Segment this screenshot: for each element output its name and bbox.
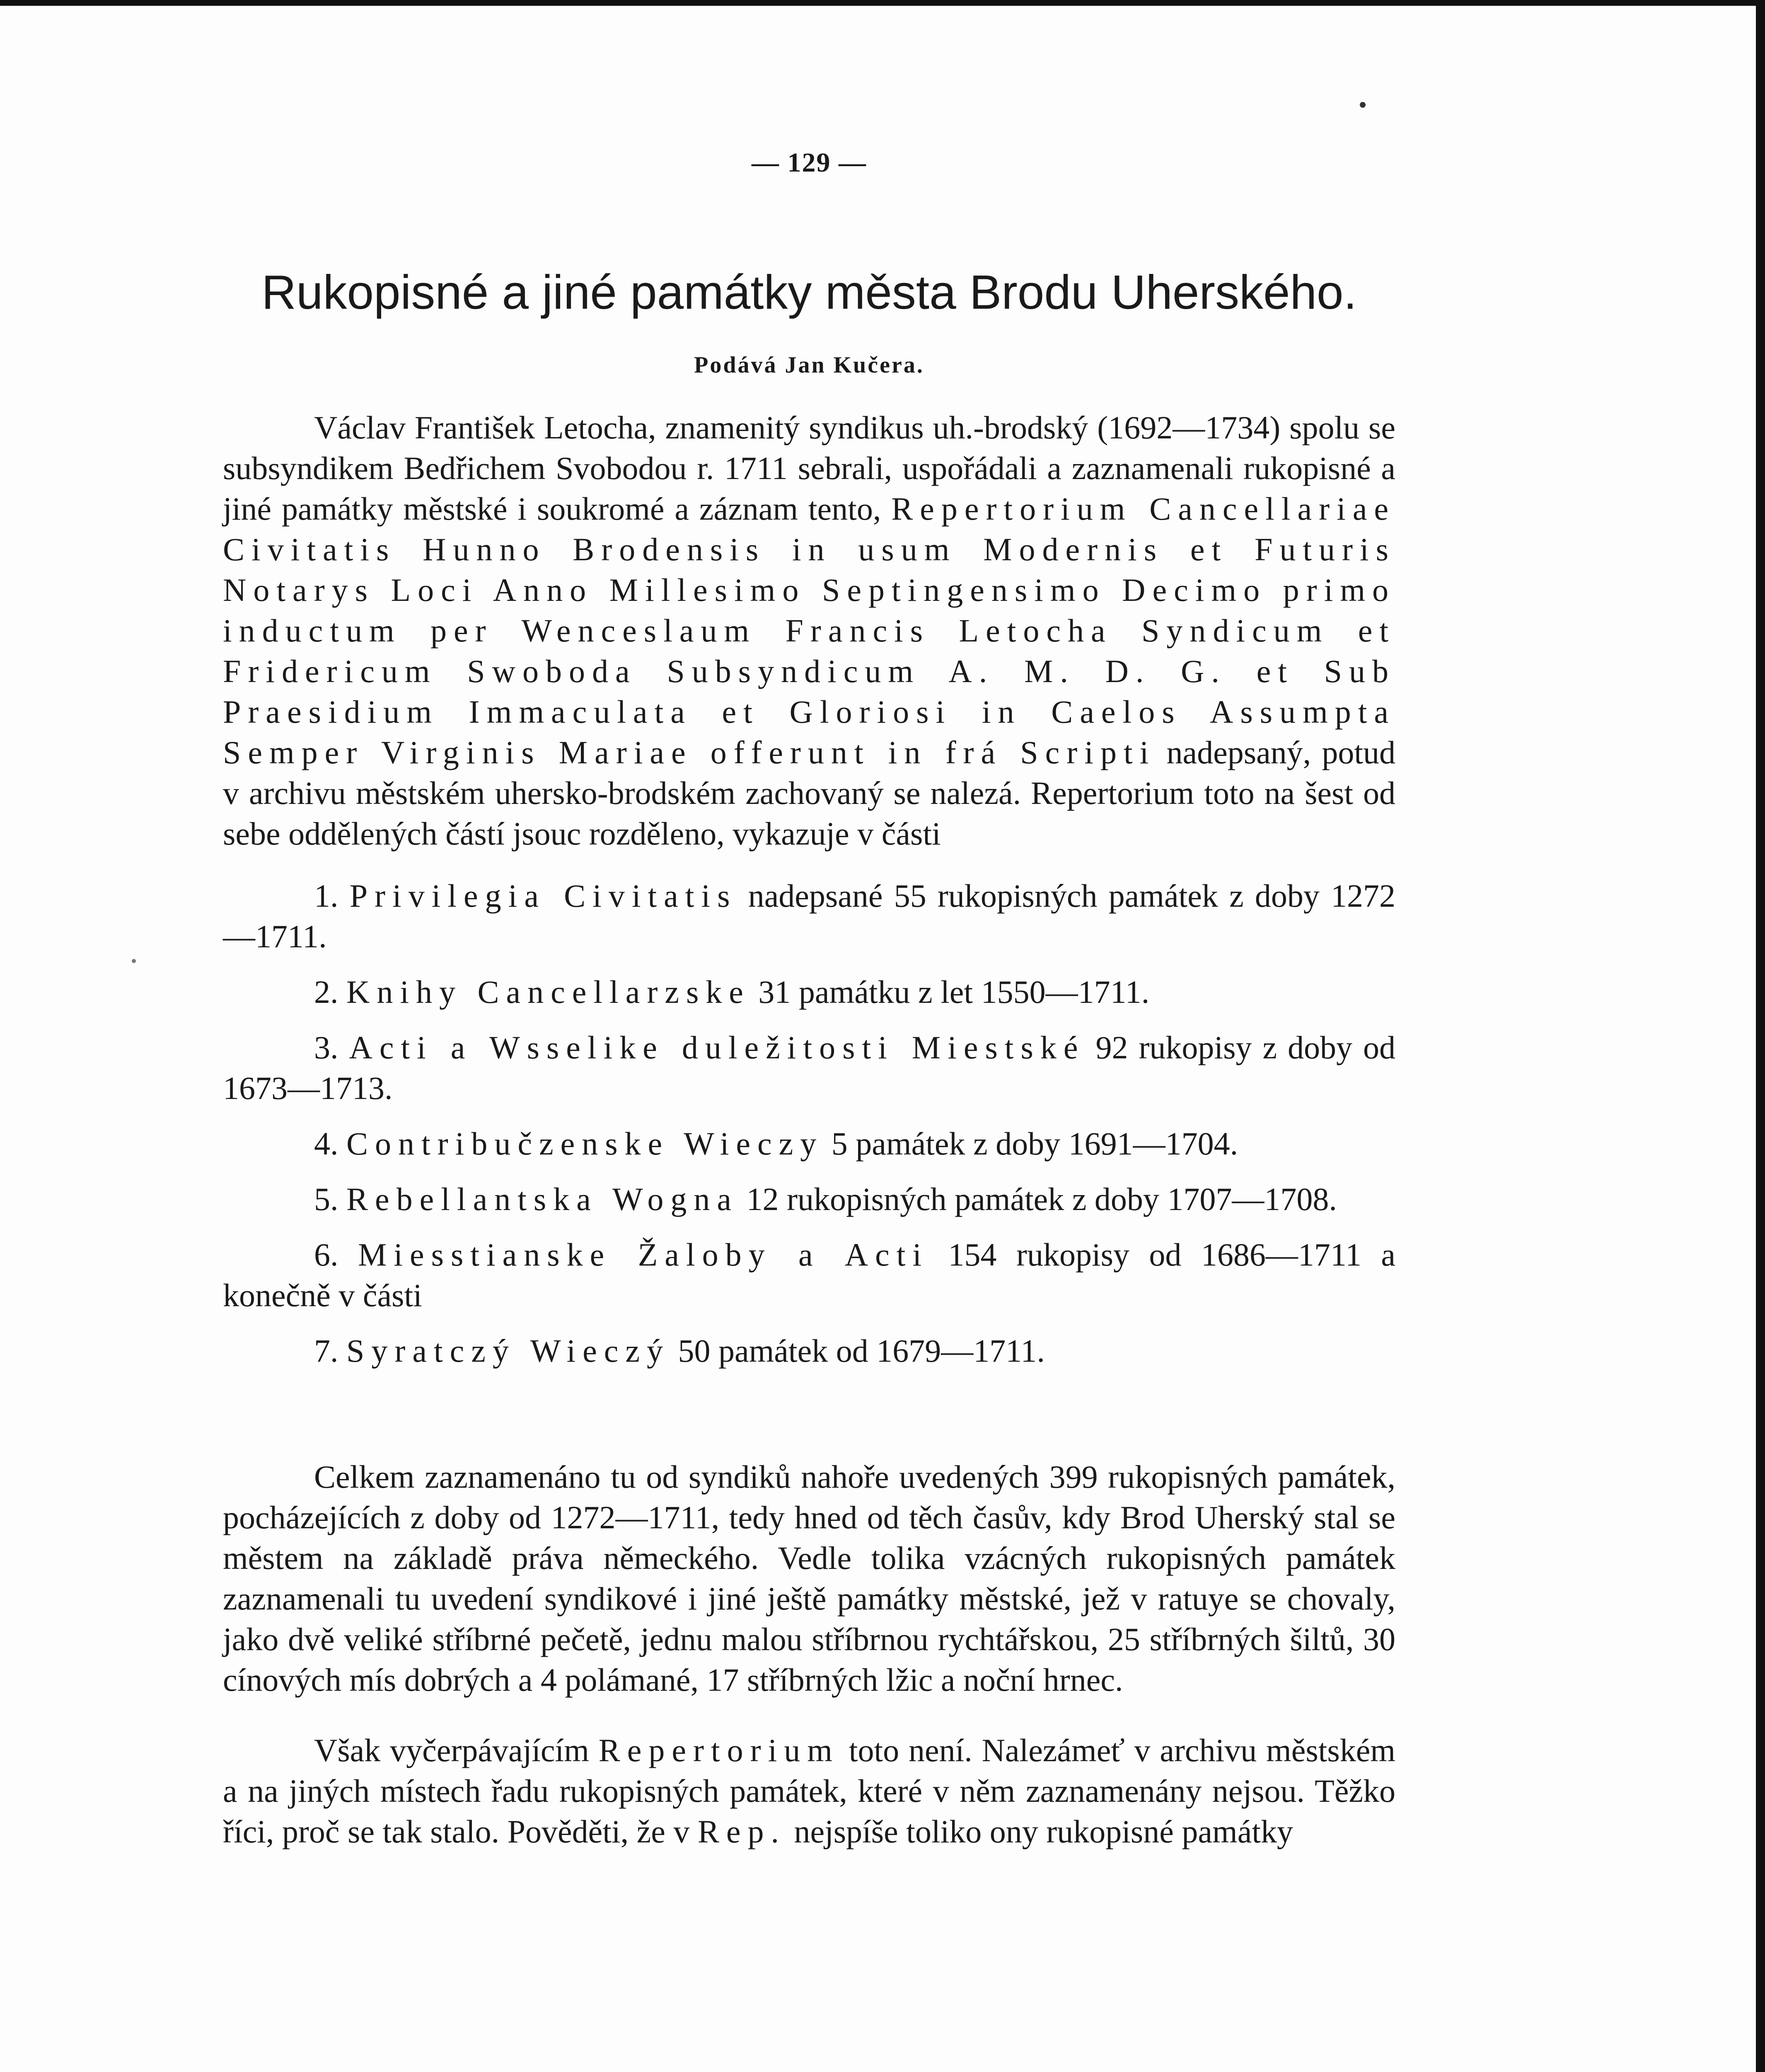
item-title: Miesstianske Žaloby a Acti <box>358 1237 929 1273</box>
closing-paragraph <box>223 1730 1395 1852</box>
item-text: 92 rukopisy z doby od 1673—1713. <box>223 1029 1396 1106</box>
item-title: Contribučzenske Wieczy <box>346 1126 824 1162</box>
list-item <box>223 1331 1395 1371</box>
summary-paragraph: Celkem zaznamenáno tu od syndiků nahoře uvedených 399 rukopisných památek, pocházejících z doby od 1272—1711, tedy hned od těch časův, kdy Brod Uherský stal se městem na základě práva německého. Vedle tolika vzácných rukopisných památek zaznamenali tu uvedení syndikové i jiné ještě památky městské, jež v ratuye se chovaly, jako dvě veliké stříbrné pečetě, jednu malou stříbrnou rychtářskou, 25 stříbrných šiltů, 30 cínových mís dobrých a 4 polámané, 17 stříbrných lžic a noční hrnec. <box>223 1459 1395 1698</box>
intro-text-end: nadepsaný, potud v archivu městském uhersko-brodském zachovaný se nalezá. Repertorium toto na šest od sebe oddělených částí jsouc rozděleno, vykazuje v části <box>223 734 1396 852</box>
intro-text: Václav František Letocha, znamenitý syndikus uh.-brodský (1692—1734) spolu se subsyndikem Bedřichem Svobodou r. 1711 sebrali, uspořádali a zaznamenali rukopisné a jiné památky městské i soukromé a záznam tento, <box>223 409 1395 527</box>
document-page <box>223 147 1395 1852</box>
item-title: Syratczý Wieczý <box>346 1333 670 1369</box>
item-text: 31 památku z let 1550—1711. <box>758 974 1150 1010</box>
item-text: nadepsané 55 rukopisných památek z doby 1272—1711. <box>223 878 1396 954</box>
repertorium-title: Repertorium Cancellariae Civitatis Hunno Brodensis in usum Modernis et Futuris Notarys Loci Anno Millesimo Septingensimo Decimo primo inductum per Wenceslaum Francis Letocha Syndicum et Fridericum Swoboda Subsyndicum A. M. D. G. et Sub Praesidium Immaculata et Gloriosi in Caelos Assumpta Semper Virginis Mariae offerunt in frá Scripti <box>223 491 1396 770</box>
list-item <box>223 1234 1395 1316</box>
list-item <box>223 1123 1395 1164</box>
list-item <box>223 876 1395 957</box>
item-text: 154 rukopisy od 1686—1711 a konečně v části <box>223 1237 1395 1313</box>
item-text: 5 památek z doby 1691—1704. <box>831 1126 1238 1162</box>
sections-list <box>223 876 1395 1371</box>
item-number: 1. <box>314 878 338 914</box>
item-title: Acti a Wsselike duležitosti Miestské <box>349 1029 1085 1065</box>
page-title: Rukopisné a jiné památky města Brodu Uherského. <box>261 265 1357 319</box>
list-item <box>223 972 1395 1012</box>
list-item <box>223 1179 1395 1220</box>
item-number: 5. <box>314 1181 338 1217</box>
byline: Podává Jan Kučera. <box>694 352 924 378</box>
item-number: 6. <box>314 1237 338 1273</box>
item-text: 12 rukopisných památek z doby 1707—1708. <box>746 1181 1337 1217</box>
item-title: Knihy Cancellarzske <box>346 974 750 1010</box>
item-number: 2. <box>314 974 338 1010</box>
page-number: — 129 — <box>752 148 867 178</box>
closing-emphasis: Repertorium <box>598 1732 839 1768</box>
intro-paragraph <box>223 407 1395 854</box>
item-title: Rebellantska Wogna <box>346 1181 738 1217</box>
scan-speck <box>132 959 136 963</box>
item-text: 50 památek od 1679—1711. <box>678 1333 1045 1369</box>
closing-text: nejspíše toliko ony rukopisné památky <box>794 1813 1293 1849</box>
list-item <box>223 1027 1395 1109</box>
closing-text: toto není. Nalezámeť v archivu městském a na jiných místech řadu rukopisných památek, které v něm zaznamenány nejsou. Těžko říci, proč se tak stalo. Pověděti, že v <box>223 1732 1395 1849</box>
scan-edge-top <box>0 0 1765 6</box>
item-number: 4. <box>314 1126 338 1162</box>
scan-speck <box>1360 102 1366 108</box>
item-number: 3. <box>314 1029 338 1065</box>
closing-text: Však vyčerpávajícím <box>314 1732 589 1768</box>
item-number: 7. <box>314 1333 338 1369</box>
closing-emphasis: Rep. <box>697 1813 786 1849</box>
scan-edge-right <box>1756 0 1765 2072</box>
section-spacer <box>223 1386 1395 1457</box>
item-title: Privilegia Civitatis <box>349 878 737 914</box>
